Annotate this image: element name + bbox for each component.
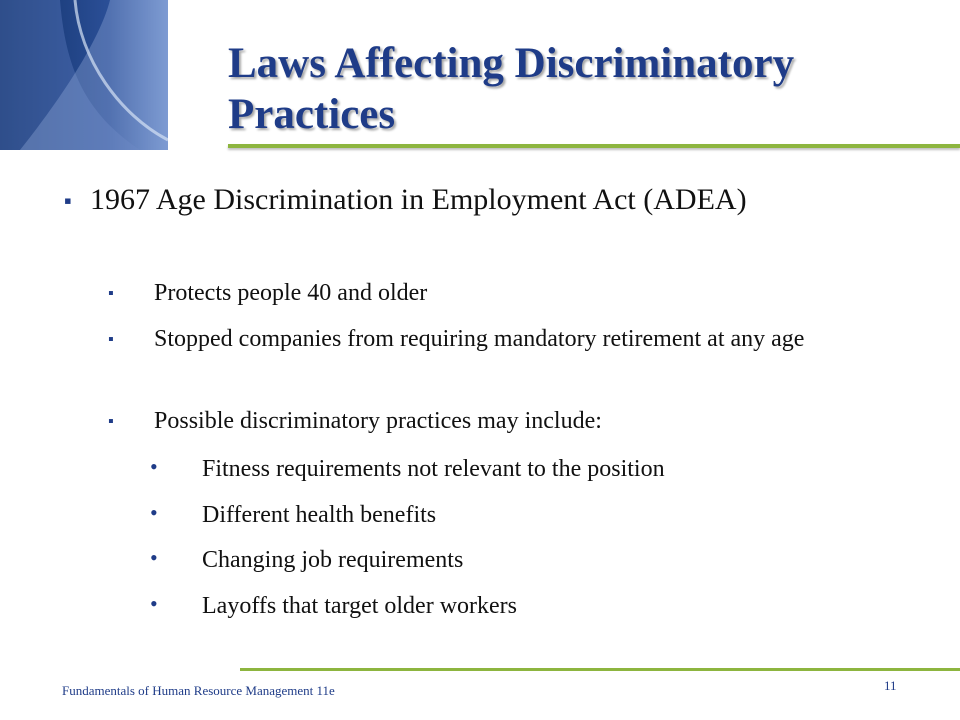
list-item-text: Possible discriminatory practices may include: xyxy=(154,408,602,434)
page-number: 11 xyxy=(884,678,897,693)
list-item-level2 xyxy=(108,322,908,356)
title-line-2: Practices xyxy=(228,91,396,138)
square-bullet-icon: ▪ xyxy=(108,285,114,302)
footer-divider xyxy=(240,668,960,671)
slide-title xyxy=(228,38,928,140)
list-item-text: Changing job requirements xyxy=(202,547,464,573)
footer-text: Fundamentals of Human Resource Management 11e xyxy=(62,683,335,698)
list-item-text: Fitness requirements not relevant to the position xyxy=(202,456,665,482)
list-item-text: Different health benefits xyxy=(202,502,437,528)
list-item-level3 xyxy=(150,498,910,532)
title-divider xyxy=(228,144,960,148)
corner-decoration xyxy=(0,0,168,150)
square-bullet-icon: ▪ xyxy=(108,331,114,348)
list-item-level2 xyxy=(108,404,908,438)
list-item-level3 xyxy=(150,589,910,623)
list-item-level2 xyxy=(108,276,908,310)
list-item-text: Layoffs that target older workers xyxy=(202,593,518,619)
square-bullet-icon: ▪ xyxy=(108,413,114,430)
list-item-level3 xyxy=(150,452,910,486)
dot-bullet-icon: • xyxy=(150,545,158,570)
list-item-text: Protects people 40 and older xyxy=(154,280,428,306)
list-item-level3 xyxy=(150,543,910,577)
list-item-text: Stopped companies from requiring mandatory retirement at any age xyxy=(154,326,805,352)
square-bullet-icon: ▪ xyxy=(64,188,72,213)
list-item-text: 1967 Age Discrimination in Employment Act (ADEA) xyxy=(90,183,747,216)
title-line-1: Laws Affecting Discriminatory xyxy=(228,40,795,87)
dot-bullet-icon: • xyxy=(150,500,158,525)
list-item-level1 xyxy=(64,178,904,222)
dot-bullet-icon: • xyxy=(150,591,158,616)
dot-bullet-icon: • xyxy=(150,454,158,479)
